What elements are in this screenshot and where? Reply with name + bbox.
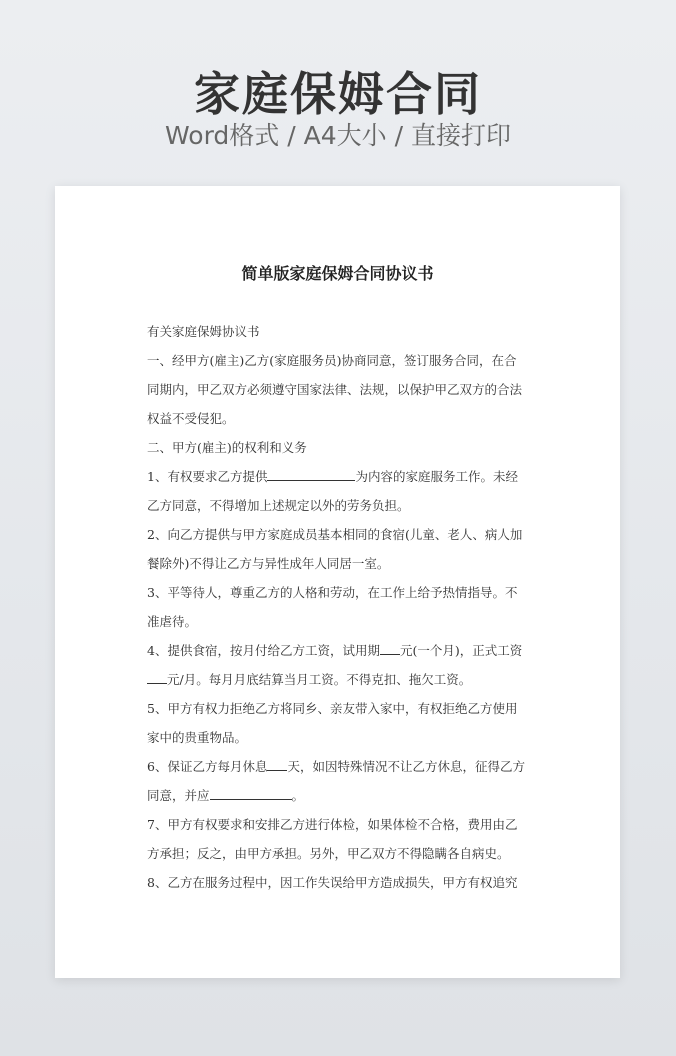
doc-line: 8、乙方在服务过程中，因工作失误给甲方造成损失，甲方有权追究 [147,875,518,890]
doc-line: 一、经甲方(雇主)乙方(家庭服务员)协商同意，签订服务合同，在合 [147,353,517,368]
document-page [55,186,620,978]
fill-blank[interactable] [267,468,355,481]
doc-line [147,752,532,781]
fill-blank[interactable] [210,787,292,800]
document-title: 简单版家庭保姆合同协议书 [241,264,434,283]
doc-line: 乙方同意，不得增加上述规定以外的劳务负担。 [147,498,410,513]
doc-line: 准虐待。 [147,614,198,629]
doc-line: 有关家庭保姆协议书 [147,324,260,339]
poster-title: 家庭保姆合同 [194,67,482,121]
doc-line [147,781,532,810]
doc-text: 元/月。每月月底结算当月工资。不得克扣、拖欠工资。 [167,672,472,687]
doc-line: 权益不受侵犯。 [147,411,235,426]
doc-text: 为内容的家庭服务工作。未经 [355,469,518,484]
fill-blank[interactable] [147,671,167,684]
poster-subtitle: Word格式 / A4大小 / 直接打印 [165,121,511,150]
doc-line [147,462,532,491]
poster-header [0,0,676,180]
doc-line: 同期内，甲乙双方必须遵守国家法律、法规，以保护甲乙双方的合法 [147,382,523,397]
doc-line: 家中的贵重物品。 [147,730,248,745]
doc-line [147,636,532,665]
doc-text: 1、有权要求乙方提供 [147,469,268,484]
doc-text: 天，如因特殊情况不让乙方休息，征得乙方 [287,759,525,774]
doc-text: 同意，并应 [147,788,210,803]
doc-text: 元(一个月)，正式工资 [399,643,523,658]
doc-text: 。 [291,788,305,803]
doc-line: 餐除外)不得让乙方与异性成年人同居一室。 [147,556,390,571]
doc-line: 5、甲方有权力拒绝乙方将同乡、亲友带入家中，有权拒绝乙方使用 [147,701,518,716]
doc-text: 4、提供食宿，按月付给乙方工资，试用期 [147,643,380,658]
doc-line: 3、平等待人，尊重乙方的人格和劳动，在工作上给予热情指导。不 [147,585,518,600]
doc-text: 6、保证乙方每月休息 [147,759,268,774]
fill-blank[interactable] [380,642,400,655]
doc-line [147,665,532,694]
doc-line: 二、甲方(雇主)的权利和义务 [147,440,307,455]
doc-line: 7、甲方有权要求和安排乙方进行体检，如果体检不合格，费用由乙 [147,817,518,832]
document-body [147,317,532,897]
doc-line: 方承担；反之，由甲方承担。另外，甲乙双方不得隐瞒各自病史。 [147,846,510,861]
doc-line: 2、向乙方提供与甲方家庭成员基本相同的食宿(儿童、老人、病人加 [147,527,523,542]
fill-blank[interactable] [267,758,287,771]
